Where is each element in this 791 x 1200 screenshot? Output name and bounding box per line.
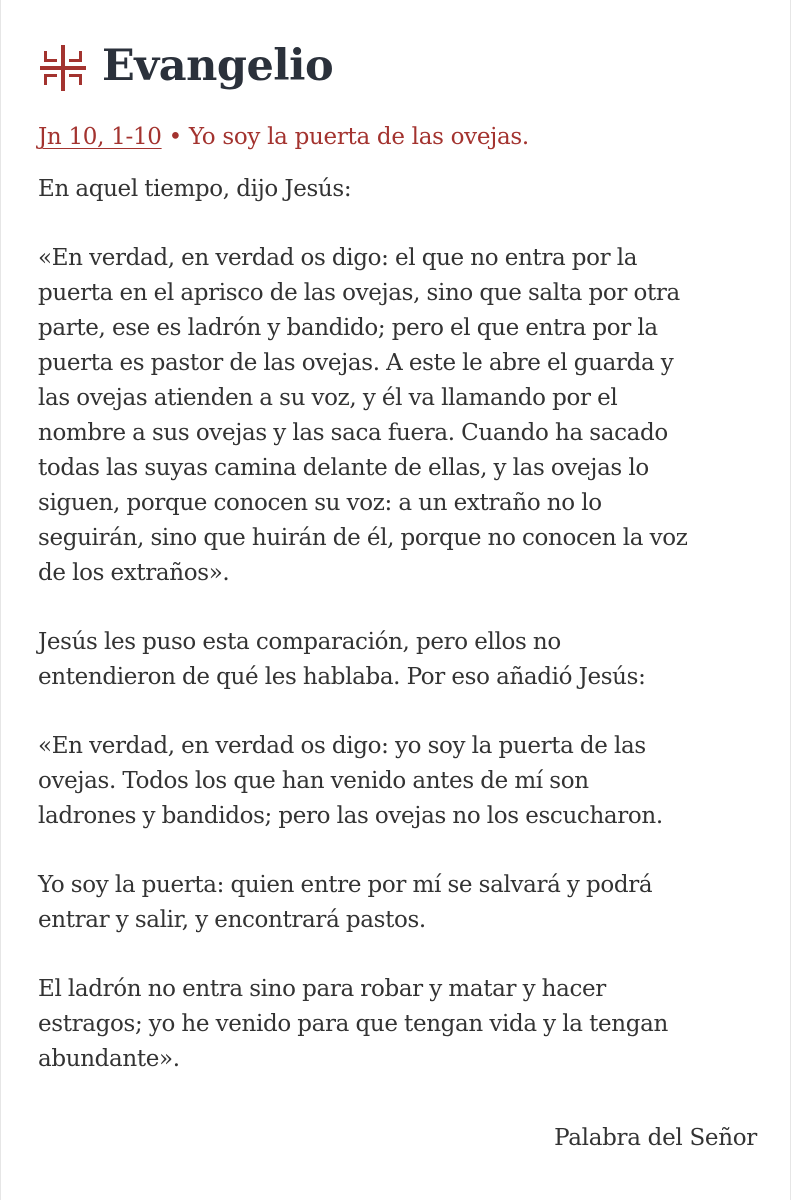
reading-summary: Yo soy la puerta de las ovejas. [188, 124, 529, 150]
paragraph: Jesús les puso esta comparación, pero ellos no entendieron de qué les hablaba. Por eso añadió Jesús: [38, 629, 646, 690]
header [38, 32, 760, 104]
gospel-card [38, 32, 760, 1111]
left-border [0, 0, 1, 1200]
paragraph: Yo soy la puerta: quien entre por mí se salvará y podrá entrar y salir, y encontrará pastos. [38, 872, 653, 933]
paragraph: En aquel tiempo, dijo Jesús: [38, 176, 352, 202]
cross-icon [38, 43, 88, 93]
paragraph: «En verdad, en verdad os digo: yo soy la puerta de las ovejas. Todos los que han venido antes de mí son ladrones y bandidos; pero las ovejas no los escucharon. [38, 733, 663, 829]
paragraph: «En verdad, en verdad os digo: el que no entra por la puerta en el aprisco de las ovejas, sino que salta por otra parte, ese es ladrón y bandido; pero el que entra por la puerta es pastor de las ovejas. A este le abre el guarda y las ovejas atienden a su voz, y él va llamando por el nombre a sus ovejas y las saca fuera. Cuando ha sacado todas las suyas camina delante de ellas, y las ovejas lo siguen, porque conocen su voz: a un extraño no lo seguirán, sino que huirán de él, porque no conocen la voz de los extraños». [38, 245, 688, 586]
paragraph: El ladrón no entra sino para robar y matar y hacer estragos; yo he venido para que tengan vida y la tengan abundante». [38, 976, 668, 1072]
page-title: Evangelio [102, 40, 334, 91]
closing-acclamation: Palabra del Señor [554, 1125, 757, 1151]
citation-link[interactable]: Jn 10, 1-10 [38, 124, 162, 150]
reading-reference [38, 120, 760, 154]
separator: • [161, 124, 189, 150]
gospel-text [38, 172, 760, 1077]
